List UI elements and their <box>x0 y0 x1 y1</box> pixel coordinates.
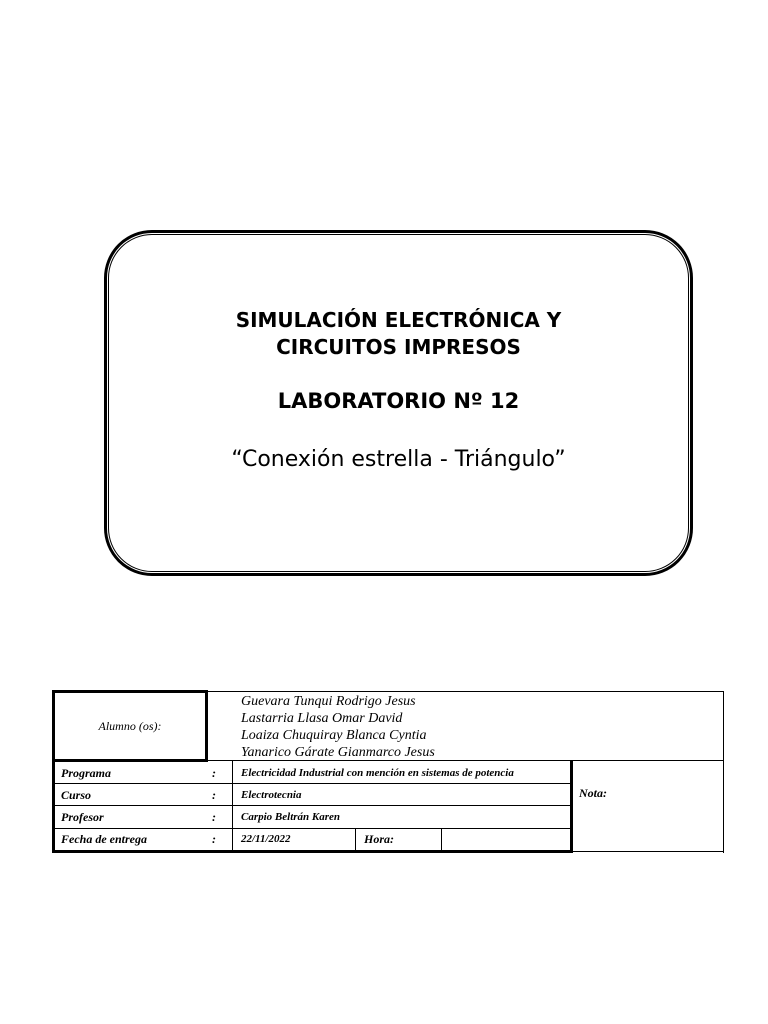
student-info-table <box>52 690 724 853</box>
alumno-name: Guevara Tunqui Rodrigo Jesus <box>241 694 416 709</box>
programa-value: Electricidad Industrial con mención en sistemas de potencia <box>241 767 514 779</box>
alumno-name: Loaiza Chuquiray Blanca Cyntia <box>241 728 427 743</box>
lab-subtitle <box>104 445 693 475</box>
fecha-colon: : <box>212 832 216 846</box>
alumno-name: Lastarria Llasa Omar David <box>241 711 403 726</box>
fecha-value: 22/11/2022 <box>241 833 291 845</box>
course-title-line1: SIMULACIÓN ELECTRÓNICA Y <box>235 308 562 332</box>
curso-colon: : <box>212 788 216 802</box>
table-border-right <box>723 691 724 853</box>
hora-divider-right <box>441 828 442 852</box>
profesor-value: Carpio Beltrán Karen <box>241 811 341 823</box>
fecha-label: Fecha de entrega <box>61 832 147 846</box>
alumnos-list <box>241 693 435 761</box>
hora-label: Hora: <box>364 832 394 846</box>
curso-value: Electrotecnia <box>241 789 302 801</box>
table-border-bottom-thick <box>52 850 572 853</box>
profesor-label: Profesor <box>61 810 104 824</box>
programa-label: Programa <box>61 766 112 780</box>
lab-number: LABORATORIO Nº 12 <box>277 389 520 413</box>
hora-divider-left <box>355 828 356 852</box>
alumnos-bottom-thick <box>52 759 207 762</box>
row-line-1 <box>55 783 571 784</box>
nota-divider <box>570 760 573 853</box>
row-line-2 <box>55 805 571 806</box>
profesor-colon: : <box>212 810 216 824</box>
nota-label: Nota: <box>579 786 607 800</box>
lab-subtitle-text: “Conexión estrella - Triángulo” <box>231 447 566 472</box>
programa-colon: : <box>212 766 216 780</box>
table-border-top-thick <box>52 690 207 693</box>
alumno-name: Yanarico Gárate Gianmarco Jesus <box>241 745 435 760</box>
alumnos-divider <box>205 690 208 762</box>
value-divider <box>232 760 233 852</box>
alumnos-label: Alumno (os): <box>98 719 162 733</box>
course-title-line2: CIRCUITOS IMPRESOS <box>276 335 521 359</box>
table-border-bottom <box>572 851 724 852</box>
row-line-3 <box>55 828 571 829</box>
table-border-top <box>207 691 724 692</box>
curso-label: Curso <box>61 788 92 802</box>
course-title <box>104 307 693 361</box>
